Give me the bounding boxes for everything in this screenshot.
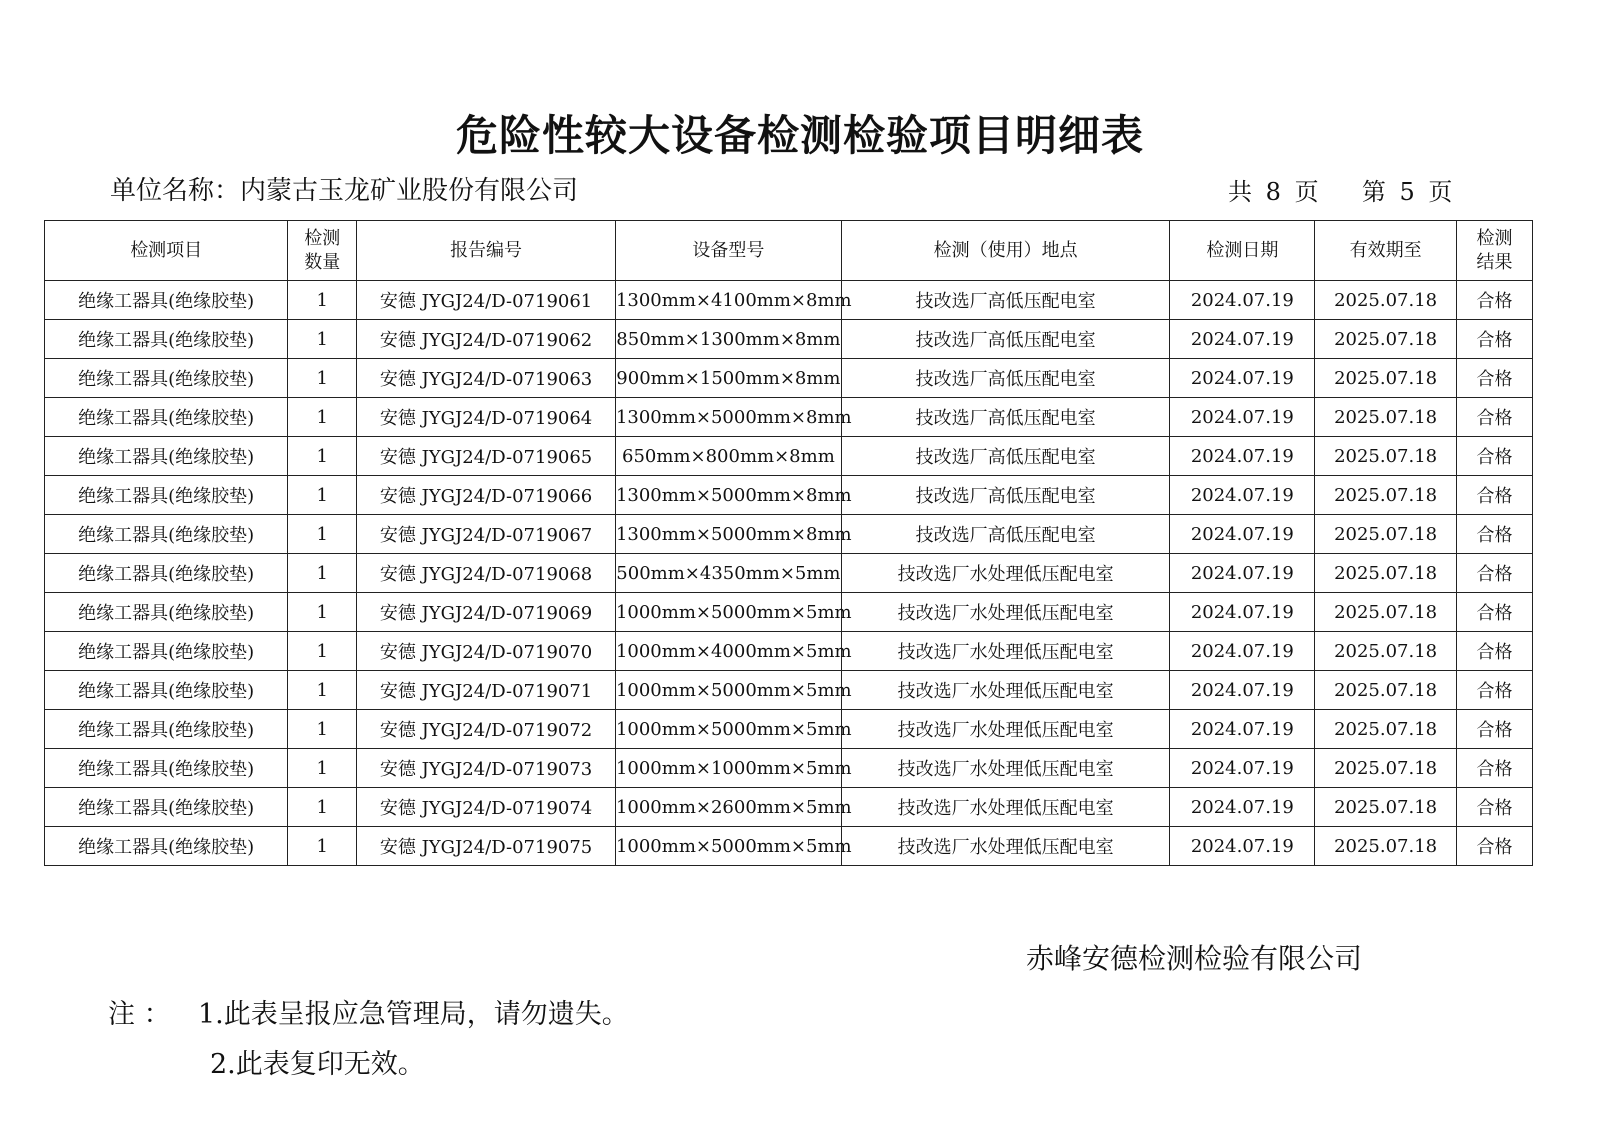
cell-model: 1000mm×4000mm×5mm: [615, 632, 841, 671]
cell-result: 合格: [1456, 827, 1532, 866]
cell-location: 技改选厂高低压配电室: [841, 398, 1170, 437]
cell-valid-until: 2025.07.18: [1315, 554, 1457, 593]
cell-location: 技改选厂水处理低压配电室: [841, 632, 1170, 671]
cell-result: 合格: [1456, 554, 1532, 593]
cell-test-date: 2024.07.19: [1170, 398, 1315, 437]
cell-item: 绝缘工器具(绝缘胶垫): [45, 827, 288, 866]
cell-valid-until: 2025.07.18: [1315, 710, 1457, 749]
cell-model: 1300mm×4100mm×8mm: [615, 281, 841, 320]
cell-result: 合格: [1456, 476, 1532, 515]
cell-location: 技改选厂水处理低压配电室: [841, 554, 1170, 593]
cell-test-date: 2024.07.19: [1170, 632, 1315, 671]
cell-test-date: 2024.07.19: [1170, 554, 1315, 593]
cell-quantity: 1: [288, 437, 357, 476]
cell-result: 合格: [1456, 632, 1532, 671]
cell-item: 绝缘工器具(绝缘胶垫): [45, 398, 288, 437]
cell-report-no: 安德 JYGJ24/D-0719061: [357, 281, 616, 320]
cell-location: 技改选厂水处理低压配电室: [841, 710, 1170, 749]
cell-result: 合格: [1456, 593, 1532, 632]
cell-quantity: 1: [288, 788, 357, 827]
cell-location: 技改选厂高低压配电室: [841, 281, 1170, 320]
header-test-date: 检测日期: [1170, 221, 1315, 281]
current-page-suffix: 页: [1428, 178, 1453, 206]
cell-quantity: 1: [288, 320, 357, 359]
cell-valid-until: 2025.07.18: [1315, 788, 1457, 827]
cell-report-no: 安德 JYGJ24/D-0719063: [357, 359, 616, 398]
cell-item: 绝缘工器具(绝缘胶垫): [45, 671, 288, 710]
cell-result: 合格: [1456, 515, 1532, 554]
cell-model: 1000mm×5000mm×5mm: [615, 671, 841, 710]
header-valid-until: 有效期至: [1315, 221, 1457, 281]
cell-result: 合格: [1456, 749, 1532, 788]
cell-test-date: 2024.07.19: [1170, 437, 1315, 476]
table-row: [45, 827, 1533, 866]
cell-report-no: 安德 JYGJ24/D-0719068: [357, 554, 616, 593]
cell-quantity: 1: [288, 398, 357, 437]
table-row: [45, 437, 1533, 476]
table-row: [45, 632, 1533, 671]
cell-test-date: 2024.07.19: [1170, 749, 1315, 788]
cell-test-date: 2024.07.19: [1170, 515, 1315, 554]
header-report-no: 报告编号: [357, 221, 616, 281]
table-row: [45, 281, 1533, 320]
cell-location: 技改选厂水处理低压配电室: [841, 593, 1170, 632]
cell-model: 500mm×4350mm×5mm: [615, 554, 841, 593]
header-result: 检测 结果: [1456, 221, 1532, 281]
issuing-company: 赤峰安德检测检验有限公司: [1026, 942, 1363, 975]
note-line-2: 2.此表复印无效。: [210, 1049, 425, 1080]
table-row: [45, 593, 1533, 632]
note-label: 注 ：: [108, 999, 171, 1030]
cell-location: 技改选厂水处理低压配电室: [841, 788, 1170, 827]
table-row: [45, 359, 1533, 398]
cell-item: 绝缘工器具(绝缘胶垫): [45, 710, 288, 749]
cell-report-no: 安德 JYGJ24/D-0719070: [357, 632, 616, 671]
cell-valid-until: 2025.07.18: [1315, 827, 1457, 866]
cell-item: 绝缘工器具(绝缘胶垫): [45, 788, 288, 827]
table-header-row: [45, 221, 1533, 281]
header-model: 设备型号: [615, 221, 841, 281]
cell-quantity: 1: [288, 671, 357, 710]
cell-model: 1000mm×1000mm×5mm: [615, 749, 841, 788]
cell-location: 技改选厂高低压配电室: [841, 437, 1170, 476]
cell-model: 1300mm×5000mm×8mm: [615, 476, 841, 515]
cell-valid-until: 2025.07.18: [1315, 476, 1457, 515]
total-pages-prefix: 共: [1228, 178, 1252, 206]
cell-result: 合格: [1456, 398, 1532, 437]
table-row: [45, 671, 1533, 710]
cell-report-no: 安德 JYGJ24/D-0719069: [357, 593, 616, 632]
cell-quantity: 1: [288, 359, 357, 398]
cell-valid-until: 2025.07.18: [1315, 632, 1457, 671]
cell-quantity: 1: [288, 554, 357, 593]
cell-result: 合格: [1456, 320, 1532, 359]
cell-report-no: 安德 JYGJ24/D-0719074: [357, 788, 616, 827]
cell-item: 绝缘工器具(绝缘胶垫): [45, 359, 288, 398]
cell-quantity: 1: [288, 710, 357, 749]
page-info: [1228, 172, 1452, 207]
cell-test-date: 2024.07.19: [1170, 320, 1315, 359]
total-pages: 8: [1265, 178, 1281, 206]
cell-model: 850mm×1300mm×8mm: [615, 320, 841, 359]
cell-valid-until: 2025.07.18: [1315, 359, 1457, 398]
cell-valid-until: 2025.07.18: [1315, 437, 1457, 476]
table-row: [45, 554, 1533, 593]
cell-result: 合格: [1456, 788, 1532, 827]
current-page-prefix: 第: [1361, 178, 1386, 206]
cell-item: 绝缘工器具(绝缘胶垫): [45, 749, 288, 788]
cell-model: 1000mm×5000mm×5mm: [615, 827, 841, 866]
cell-quantity: 1: [288, 515, 357, 554]
cell-report-no: 安德 JYGJ24/D-0719064: [357, 398, 616, 437]
cell-result: 合格: [1456, 359, 1532, 398]
cell-quantity: 1: [288, 593, 357, 632]
cell-location: 技改选厂水处理低压配电室: [841, 749, 1170, 788]
cell-result: 合格: [1456, 671, 1532, 710]
table-row: [45, 710, 1533, 749]
cell-model: 1000mm×2600mm×5mm: [615, 788, 841, 827]
cell-valid-until: 2025.07.18: [1315, 398, 1457, 437]
cell-quantity: 1: [288, 476, 357, 515]
unit-name: 单位名称：内蒙古玉龙矿业股份有限公司: [110, 176, 579, 206]
cell-result: 合格: [1456, 437, 1532, 476]
cell-result: 合格: [1456, 710, 1532, 749]
inspection-table: [44, 220, 1533, 866]
cell-item: 绝缘工器具(绝缘胶垫): [45, 320, 288, 359]
table-row: [45, 398, 1533, 437]
table-row: [45, 788, 1533, 827]
cell-model: 900mm×1500mm×8mm: [615, 359, 841, 398]
cell-item: 绝缘工器具(绝缘胶垫): [45, 437, 288, 476]
cell-item: 绝缘工器具(绝缘胶垫): [45, 281, 288, 320]
cell-report-no: 安德 JYGJ24/D-0719066: [357, 476, 616, 515]
header-location: 检测（使用）地点: [841, 221, 1170, 281]
cell-location: 技改选厂高低压配电室: [841, 515, 1170, 554]
cell-test-date: 2024.07.19: [1170, 710, 1315, 749]
cell-item: 绝缘工器具(绝缘胶垫): [45, 515, 288, 554]
cell-test-date: 2024.07.19: [1170, 671, 1315, 710]
cell-test-date: 2024.07.19: [1170, 281, 1315, 320]
cell-report-no: 安德 JYGJ24/D-0719072: [357, 710, 616, 749]
cell-model: 1300mm×5000mm×8mm: [615, 398, 841, 437]
cell-model: 1300mm×5000mm×8mm: [615, 515, 841, 554]
cell-report-no: 安德 JYGJ24/D-0719065: [357, 437, 616, 476]
cell-valid-until: 2025.07.18: [1315, 515, 1457, 554]
cell-test-date: 2024.07.19: [1170, 593, 1315, 632]
document-title: 危险性较大设备检测检验项目明细表: [455, 111, 1144, 160]
cell-location: 技改选厂水处理低压配电室: [841, 827, 1170, 866]
cell-valid-until: 2025.07.18: [1315, 281, 1457, 320]
cell-report-no: 安德 JYGJ24/D-0719067: [357, 515, 616, 554]
cell-location: 技改选厂高低压配电室: [841, 476, 1170, 515]
cell-valid-until: 2025.07.18: [1315, 320, 1457, 359]
header-item: 检测项目: [45, 221, 288, 281]
cell-model: 1000mm×5000mm×5mm: [615, 593, 841, 632]
cell-report-no: 安德 JYGJ24/D-0719075: [357, 827, 616, 866]
cell-valid-until: 2025.07.18: [1315, 593, 1457, 632]
cell-location: 技改选厂水处理低压配电室: [841, 671, 1170, 710]
cell-quantity: 1: [288, 632, 357, 671]
cell-item: 绝缘工器具(绝缘胶垫): [45, 554, 288, 593]
cell-location: 技改选厂高低压配电室: [841, 359, 1170, 398]
cell-result: 合格: [1456, 281, 1532, 320]
current-page: 5: [1399, 178, 1415, 206]
cell-test-date: 2024.07.19: [1170, 827, 1315, 866]
cell-model: 1000mm×5000mm×5mm: [615, 710, 841, 749]
cell-model: 650mm×800mm×8mm: [615, 437, 841, 476]
cell-quantity: 1: [288, 827, 357, 866]
total-pages-suffix: 页: [1294, 178, 1319, 206]
cell-item: 绝缘工器具(绝缘胶垫): [45, 632, 288, 671]
table-row: [45, 749, 1533, 788]
cell-test-date: 2024.07.19: [1170, 788, 1315, 827]
cell-report-no: 安德 JYGJ24/D-0719071: [357, 671, 616, 710]
cell-item: 绝缘工器具(绝缘胶垫): [45, 593, 288, 632]
note-line-1: 1.此表呈报应急管理局，请勿遗失。: [198, 999, 629, 1030]
cell-report-no: 安德 JYGJ24/D-0719062: [357, 320, 616, 359]
cell-test-date: 2024.07.19: [1170, 476, 1315, 515]
cell-location: 技改选厂高低压配电室: [841, 320, 1170, 359]
cell-item: 绝缘工器具(绝缘胶垫): [45, 476, 288, 515]
cell-valid-until: 2025.07.18: [1315, 671, 1457, 710]
table-row: [45, 476, 1533, 515]
cell-test-date: 2024.07.19: [1170, 359, 1315, 398]
table-row: [45, 515, 1533, 554]
table-row: [45, 320, 1533, 359]
cell-valid-until: 2025.07.18: [1315, 749, 1457, 788]
cell-quantity: 1: [288, 749, 357, 788]
header-quantity: 检测 数量: [288, 221, 357, 281]
cell-report-no: 安德 JYGJ24/D-0719073: [357, 749, 616, 788]
cell-quantity: 1: [288, 281, 357, 320]
